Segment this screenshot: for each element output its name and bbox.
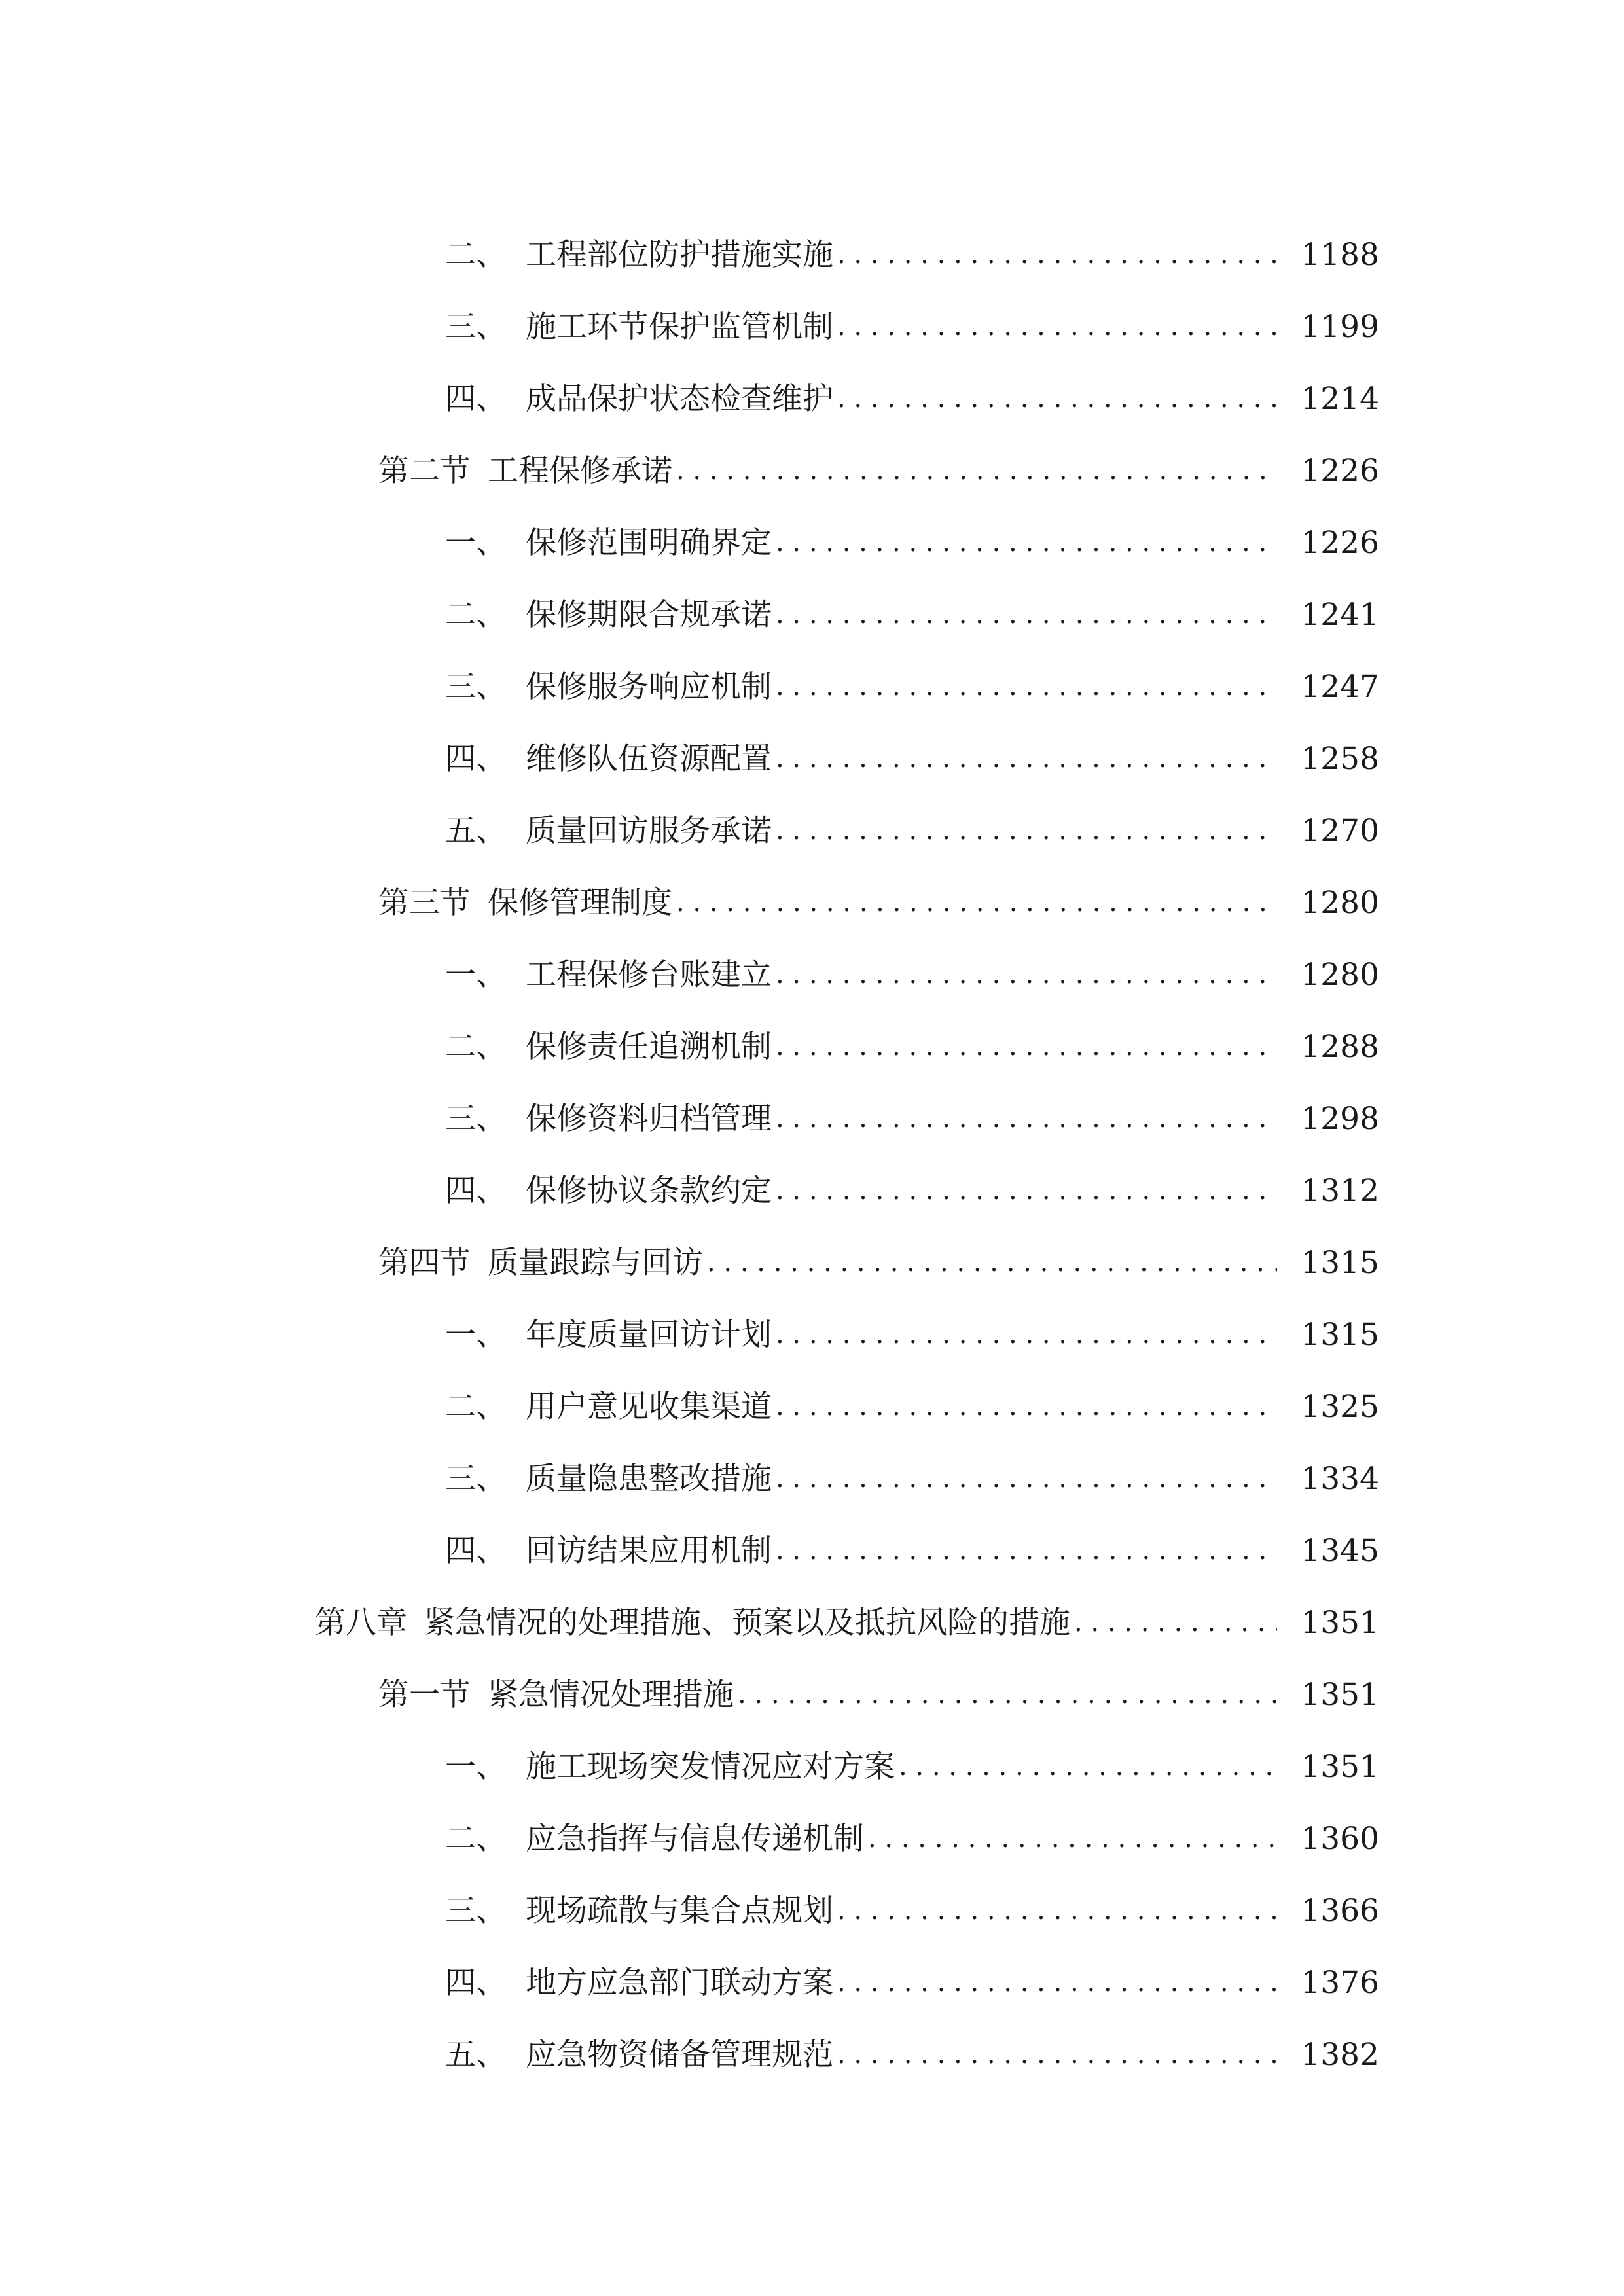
- toc-entry-title: 地方应急部门联动方案: [526, 1964, 833, 2001]
- toc-entry-page-number: 1226: [1277, 528, 1379, 558]
- toc-entry[interactable]: [0, 1011, 1624, 1083]
- toc-entry-title: 工程部位防护措施实施: [526, 236, 833, 273]
- toc-entry-page-number: 1247: [1277, 672, 1379, 702]
- toc-dot-leader: [776, 1083, 1277, 1155]
- toc-entry-page-number: 1188: [1277, 240, 1379, 270]
- toc-entry-page-number: 1214: [1277, 384, 1379, 414]
- toc-entry[interactable]: [0, 1299, 1624, 1371]
- toc-entry-number: 一、: [445, 956, 507, 993]
- toc-entry[interactable]: [0, 363, 1624, 435]
- toc-dot-leader: [837, 2018, 1277, 2090]
- toc-entry-title: 保修期限合规承诺: [526, 596, 772, 633]
- toc-dot-leader: [837, 219, 1277, 291]
- toc-entry[interactable]: [0, 723, 1624, 795]
- toc-entry[interactable]: [0, 795, 1624, 867]
- toc-dot-leader: [776, 651, 1277, 723]
- toc-entry-title: 成品保护状态检查维护: [526, 380, 833, 417]
- toc-entry-page-number: 1258: [1277, 744, 1379, 774]
- toc-dot-leader: [707, 1227, 1277, 1299]
- toc-entry[interactable]: [0, 579, 1624, 651]
- toc-entry-page-number: 1280: [1277, 960, 1379, 990]
- toc-entry[interactable]: [0, 1515, 1624, 1587]
- toc-entry-number: 四、: [445, 1172, 507, 1209]
- toc-entry-number: 三、: [445, 668, 507, 705]
- toc-entry-number: 三、: [445, 1100, 507, 1137]
- toc-entry-title: 保修服务响应机制: [526, 668, 772, 705]
- toc-dot-leader: [776, 723, 1277, 795]
- toc-entry-page-number: 1360: [1277, 1823, 1379, 1854]
- toc-entry-page-number: 1334: [1277, 1463, 1379, 1494]
- toc-dot-leader: [776, 507, 1277, 579]
- toc-entry-number: 二、: [445, 596, 507, 633]
- toc-entry-page-number: 1351: [1277, 1607, 1379, 1638]
- toc-entry-number: 四、: [445, 1964, 507, 2001]
- toc-dot-leader: [776, 1371, 1277, 1443]
- toc-entry-page-number: 1382: [1277, 2039, 1379, 2070]
- toc-entry-title: 维修队伍资源配置: [526, 740, 772, 777]
- toc-entry-number: 二、: [445, 1820, 507, 1857]
- toc-entry-page-number: 1315: [1277, 1319, 1379, 1350]
- toc-entry-title: 应急指挥与信息传递机制: [526, 1820, 864, 1857]
- toc-entry[interactable]: [0, 1659, 1624, 1731]
- toc-entry-title: 紧急情况处理措施: [488, 1676, 734, 1713]
- toc-entry-title: 保修管理制度: [488, 884, 672, 921]
- toc-entry[interactable]: [0, 2018, 1624, 2090]
- toc-entry[interactable]: [0, 1155, 1624, 1227]
- toc-entry-page-number: 1270: [1277, 816, 1379, 846]
- toc-entry-number: 一、: [445, 1748, 507, 1785]
- toc-entry[interactable]: [0, 291, 1624, 363]
- toc-entry-title: 保修责任追溯机制: [526, 1028, 772, 1065]
- toc-entry-page-number: 1241: [1277, 600, 1379, 630]
- toc-dot-leader: [837, 1874, 1277, 1946]
- toc-entry-number: 二、: [445, 236, 507, 273]
- toc-entry[interactable]: [0, 1731, 1624, 1803]
- toc-entry-title: 质量隐患整改措施: [526, 1460, 772, 1497]
- toc-entry-number: 第二节: [378, 452, 471, 489]
- toc-dot-leader: [776, 1515, 1277, 1587]
- toc-entry-title: 用户意见收集渠道: [526, 1388, 772, 1425]
- toc-entry-title: 质量跟踪与回访: [488, 1244, 703, 1281]
- toc-entry-title: 保修资料归档管理: [526, 1100, 772, 1137]
- toc-entry-number: 四、: [445, 380, 507, 417]
- toc-entry[interactable]: [0, 651, 1624, 723]
- toc-dot-leader: [837, 291, 1277, 363]
- toc-dot-leader: [738, 1659, 1277, 1731]
- toc-dot-leader: [776, 939, 1277, 1011]
- toc-entry[interactable]: [0, 1587, 1624, 1659]
- toc-entry-number: 第四节: [378, 1244, 471, 1281]
- toc-entry[interactable]: [0, 1227, 1624, 1299]
- toc-dot-leader: [776, 579, 1277, 651]
- toc-dot-leader: [776, 1011, 1277, 1083]
- toc-entry[interactable]: [0, 867, 1624, 939]
- toc-entry-number: 三、: [445, 308, 507, 345]
- toc-dot-leader: [776, 1443, 1277, 1515]
- toc-entry-page-number: 1366: [1277, 1895, 1379, 1926]
- toc-entry-number: 第三节: [378, 884, 471, 921]
- toc-entry-page-number: 1351: [1277, 1679, 1379, 1710]
- toc-entry-title: 施工环节保护监管机制: [526, 308, 833, 345]
- toc-entry-number: 三、: [445, 1892, 507, 1929]
- toc-entry-number: 五、: [445, 812, 507, 849]
- toc-entry-page-number: 1288: [1277, 1031, 1379, 1062]
- toc-entry[interactable]: [0, 1443, 1624, 1515]
- toc-entry[interactable]: [0, 1874, 1624, 1946]
- toc-entry-number: 第一节: [378, 1676, 471, 1713]
- toc-entry-number: 二、: [445, 1028, 507, 1065]
- toc-entry-page-number: 1226: [1277, 456, 1379, 486]
- toc-entry-title: 施工现场突发情况应对方案: [526, 1748, 895, 1785]
- toc-entry-number: 五、: [445, 2036, 507, 2073]
- toc-entry[interactable]: [0, 1083, 1624, 1155]
- toc-entry-title: 回访结果应用机制: [526, 1532, 772, 1569]
- toc-dot-leader: [776, 1155, 1277, 1227]
- toc-entry-number: 四、: [445, 740, 507, 777]
- toc-dot-leader: [676, 867, 1277, 939]
- toc-entry-page-number: 1325: [1277, 1391, 1379, 1422]
- toc-entry-page-number: 1280: [1277, 888, 1379, 918]
- toc-dot-leader: [868, 1803, 1277, 1874]
- toc-entry-page-number: 1199: [1277, 312, 1379, 342]
- toc-entry-title: 质量回访服务承诺: [526, 812, 772, 849]
- toc-dot-leader: [899, 1731, 1277, 1803]
- toc-entry-page-number: 1312: [1277, 1175, 1379, 1206]
- toc-entry-page-number: 1298: [1277, 1103, 1379, 1134]
- toc-entry-number: 第八章: [315, 1604, 407, 1641]
- toc-entry-number: 四、: [445, 1532, 507, 1569]
- toc-entry-title: 工程保修承诺: [488, 452, 672, 489]
- toc-entry[interactable]: [0, 1803, 1624, 1874]
- toc-entry[interactable]: [0, 1946, 1624, 2018]
- toc-entry-title: 保修范围明确界定: [526, 524, 772, 561]
- toc-entry-page-number: 1351: [1277, 1751, 1379, 1782]
- toc-dot-leader: [837, 363, 1277, 435]
- toc-entry[interactable]: [0, 1371, 1624, 1443]
- toc-entry[interactable]: [0, 219, 1624, 291]
- toc-entry-number: 一、: [445, 1316, 507, 1353]
- table-of-contents: [0, 219, 1624, 2090]
- toc-dot-leader: [776, 795, 1277, 867]
- toc-entry-title: 工程保修台账建立: [526, 956, 772, 993]
- toc-dot-leader: [676, 435, 1277, 507]
- toc-entry-page-number: 1376: [1277, 1967, 1379, 1998]
- toc-entry[interactable]: [0, 435, 1624, 507]
- toc-entry-title: 现场疏散与集合点规划: [526, 1892, 833, 1929]
- toc-entry-title: 紧急情况的处理措施、预案以及抵抗风险的措施: [424, 1604, 1070, 1641]
- toc-entry-title: 保修协议条款约定: [526, 1172, 772, 1209]
- toc-entry-title: 年度质量回访计划: [526, 1316, 772, 1353]
- toc-entry[interactable]: [0, 507, 1624, 579]
- toc-dot-leader: [776, 1299, 1277, 1371]
- toc-entry-page-number: 1345: [1277, 1535, 1379, 1566]
- toc-dot-leader: [1074, 1587, 1277, 1659]
- toc-entry-title: 应急物资储备管理规范: [526, 2036, 833, 2073]
- toc-entry-number: 三、: [445, 1460, 507, 1497]
- toc-entry-page-number: 1315: [1277, 1247, 1379, 1278]
- toc-entry-number: 二、: [445, 1388, 507, 1425]
- toc-entry-number: 一、: [445, 524, 507, 561]
- toc-dot-leader: [837, 1946, 1277, 2018]
- toc-entry[interactable]: [0, 939, 1624, 1011]
